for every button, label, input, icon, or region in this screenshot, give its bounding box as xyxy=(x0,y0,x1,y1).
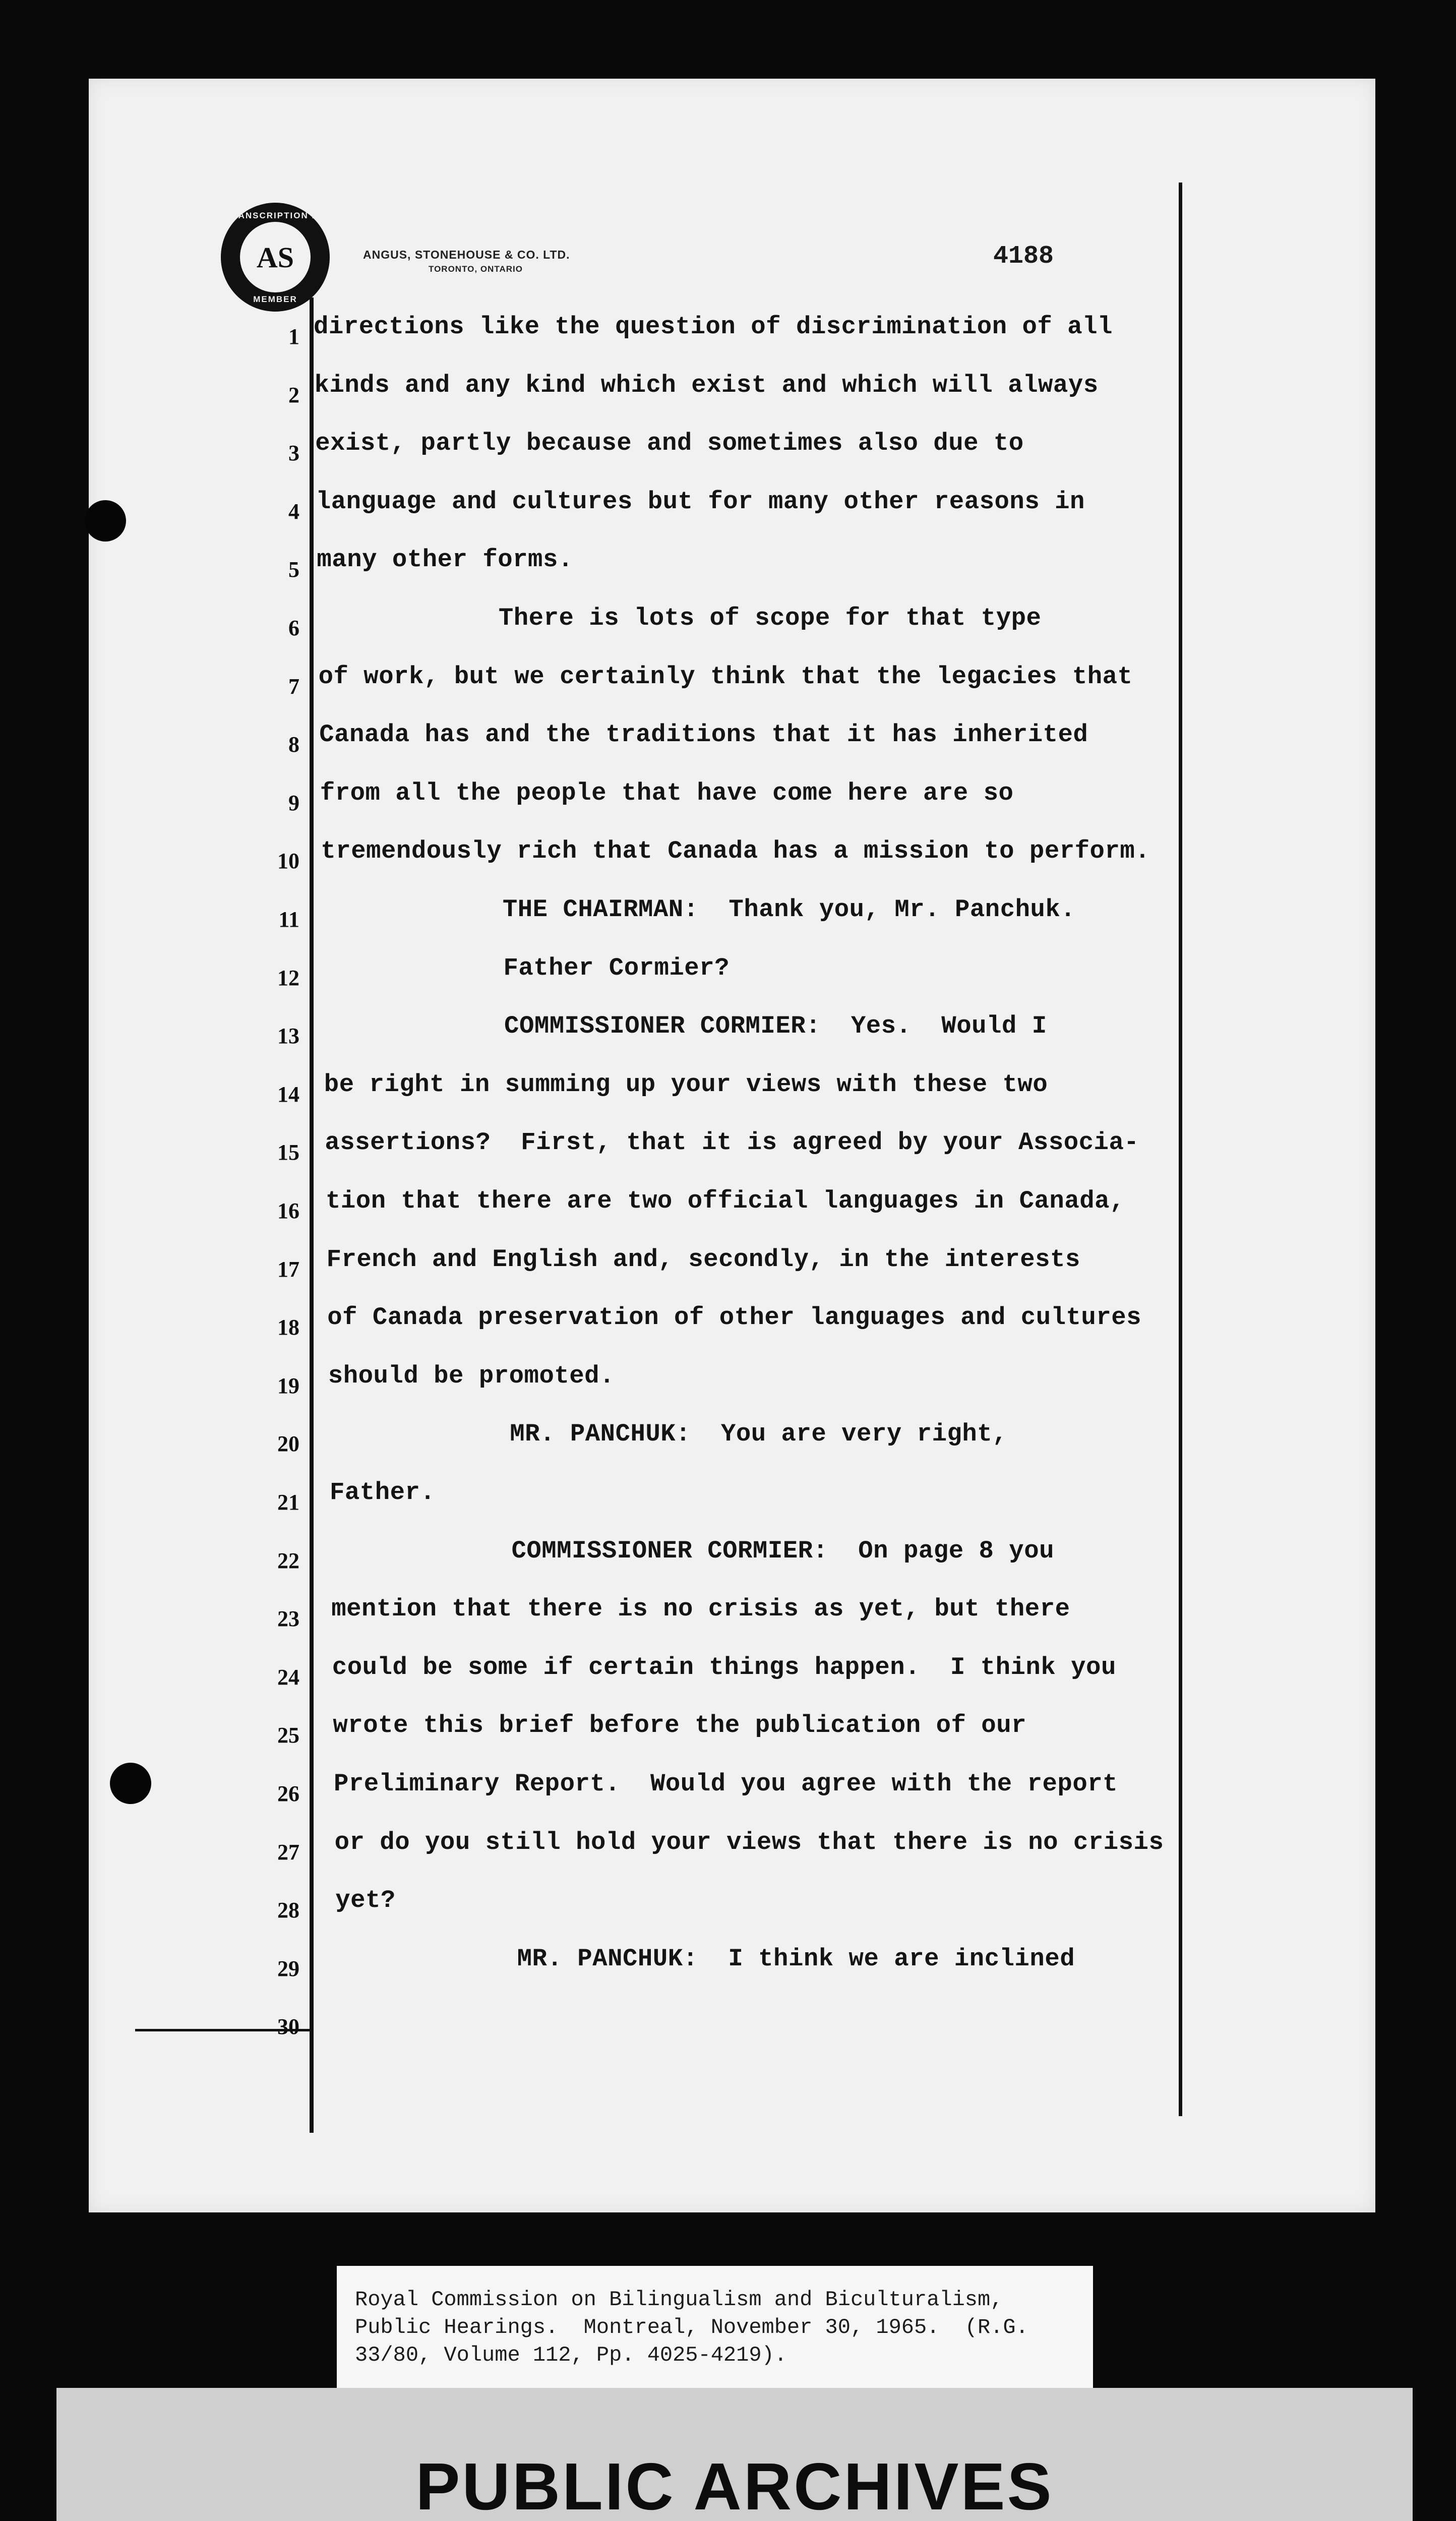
stamp-line-english: PUBLIC ARCHIVES xyxy=(415,2449,1054,2521)
line-number: 18 xyxy=(277,1315,299,1340)
line-number: 16 xyxy=(277,1198,299,1223)
company-city: TORONTO, ONTARIO xyxy=(429,264,523,274)
line-number: 4 xyxy=(288,499,299,524)
transcript-line: directions like the question of discrimination of all xyxy=(314,313,1113,341)
transcript-line: MR. PANCHUK: You are very right, xyxy=(329,1420,1008,1449)
transcript-line: yet? xyxy=(335,1886,396,1915)
transcription-seal-logo xyxy=(221,203,330,312)
line-number: 29 xyxy=(277,1956,299,1981)
transcript-line: assertions? First, that it is agreed by your Associa- xyxy=(325,1128,1139,1157)
transcript-line: kinds and any kind which exist and which will always xyxy=(314,371,1099,399)
line-number: 26 xyxy=(277,1781,299,1806)
line-number: 25 xyxy=(277,1723,299,1748)
seal-top-text: TRANSCRIPTION BY xyxy=(224,211,326,220)
line-number: 27 xyxy=(277,1839,299,1865)
public-archives-stamp xyxy=(56,2388,1413,2521)
line-number: 19 xyxy=(277,1373,299,1398)
transcript-line: Father Cormier? xyxy=(322,953,730,982)
line-number: 9 xyxy=(288,790,299,815)
transcript-line: MR. PANCHUK: I think we are inclined xyxy=(336,1944,1075,1973)
line-number: 1 xyxy=(288,324,299,349)
line-number: 7 xyxy=(288,674,299,699)
archive-label-line-1: Royal Commission on Bilingualism and Biculturalism, xyxy=(355,2288,1003,2312)
transcript-line: Preliminary Report. Would you agree with the report xyxy=(334,1770,1118,1798)
binder-hole-bottom xyxy=(110,1763,151,1804)
left-margin-rule xyxy=(310,297,314,2133)
transcript-line: of Canada preservation of other languages and cultures xyxy=(327,1303,1142,1332)
page-number: 4188 xyxy=(993,242,1054,271)
line-number: 23 xyxy=(277,1606,299,1632)
archive-label-line-2: Public Hearings. Montreal, November 30, 1965. (R.G. xyxy=(355,2315,1028,2339)
line-number: 20 xyxy=(277,1431,299,1457)
line-number: 11 xyxy=(278,907,299,932)
transcript-line: French and English and, secondly, in the interests xyxy=(326,1245,1080,1274)
transcript-line: mention that there is no crisis as yet, but there xyxy=(331,1595,1070,1624)
line-number: 22 xyxy=(277,1548,299,1573)
line-number: 8 xyxy=(288,732,299,757)
line-number: 14 xyxy=(277,1082,299,1107)
transcript-line: Canada has and the traditions that it has inherited xyxy=(319,721,1088,749)
line-number: 3 xyxy=(288,441,299,466)
transcript-line: should be promoted. xyxy=(328,1361,615,1390)
line-number: 17 xyxy=(277,1256,299,1282)
transcript-line: tion that there are two official languages in Canada, xyxy=(326,1187,1125,1215)
line-number: 10 xyxy=(277,849,299,874)
line-number: 15 xyxy=(277,1140,299,1165)
right-margin-rule xyxy=(1179,183,1182,2116)
transcript-line: tremendously rich that Canada has a mission to perform. xyxy=(321,837,1150,866)
line-number: 12 xyxy=(277,965,299,990)
line-number: 13 xyxy=(277,1024,299,1049)
line-number: 24 xyxy=(277,1664,299,1690)
transcript-line: language and cultures but for many other reasons in xyxy=(316,487,1085,516)
transcript-line: THE CHAIRMAN: Thank you, Mr. Panchuk. xyxy=(322,895,1076,924)
transcript-line: wrote this brief before the publication of our xyxy=(333,1711,1027,1740)
line-number: 6 xyxy=(288,616,299,640)
transcript-line: many other forms. xyxy=(317,546,573,574)
line-number: 28 xyxy=(277,1898,299,1923)
transcript-line: Father. xyxy=(330,1478,436,1507)
transcript-line: of work, but we certainly think that the legacies that xyxy=(318,662,1133,691)
line-number: 5 xyxy=(288,557,299,582)
seal-bottom-text: MEMBER xyxy=(253,294,297,304)
transcript-line: could be some if certain things happen. I think you xyxy=(332,1653,1116,1682)
line-number: 2 xyxy=(288,382,299,407)
line-number: 30 xyxy=(277,2014,299,2039)
transcript-line: from all the people that have come here are so xyxy=(320,778,1014,807)
transcript-line: or do you still hold your views that there is no crisis xyxy=(334,1828,1164,1856)
transcript-line: be right in summing up your views with these two xyxy=(324,1070,1048,1099)
archive-label-line-3: 33/80, Volume 112, Pp. 4025-4219). xyxy=(355,2343,787,2367)
transcript-line: COMMISSIONER CORMIER: On page 8 you xyxy=(330,1536,1055,1565)
seal-monogram-icon: AS xyxy=(240,222,311,292)
binder-hole-top xyxy=(85,500,126,542)
transcript-line: There is lots of scope for that type xyxy=(318,604,1042,632)
transcript-line: COMMISSIONER CORMIER: Yes. Would I xyxy=(323,1012,1047,1041)
line-number: 21 xyxy=(277,1490,299,1515)
transcript-line: exist, partly because and sometimes also due to xyxy=(315,429,1024,458)
company-name: ANGUS, STONEHOUSE & CO. LTD. xyxy=(363,248,570,261)
